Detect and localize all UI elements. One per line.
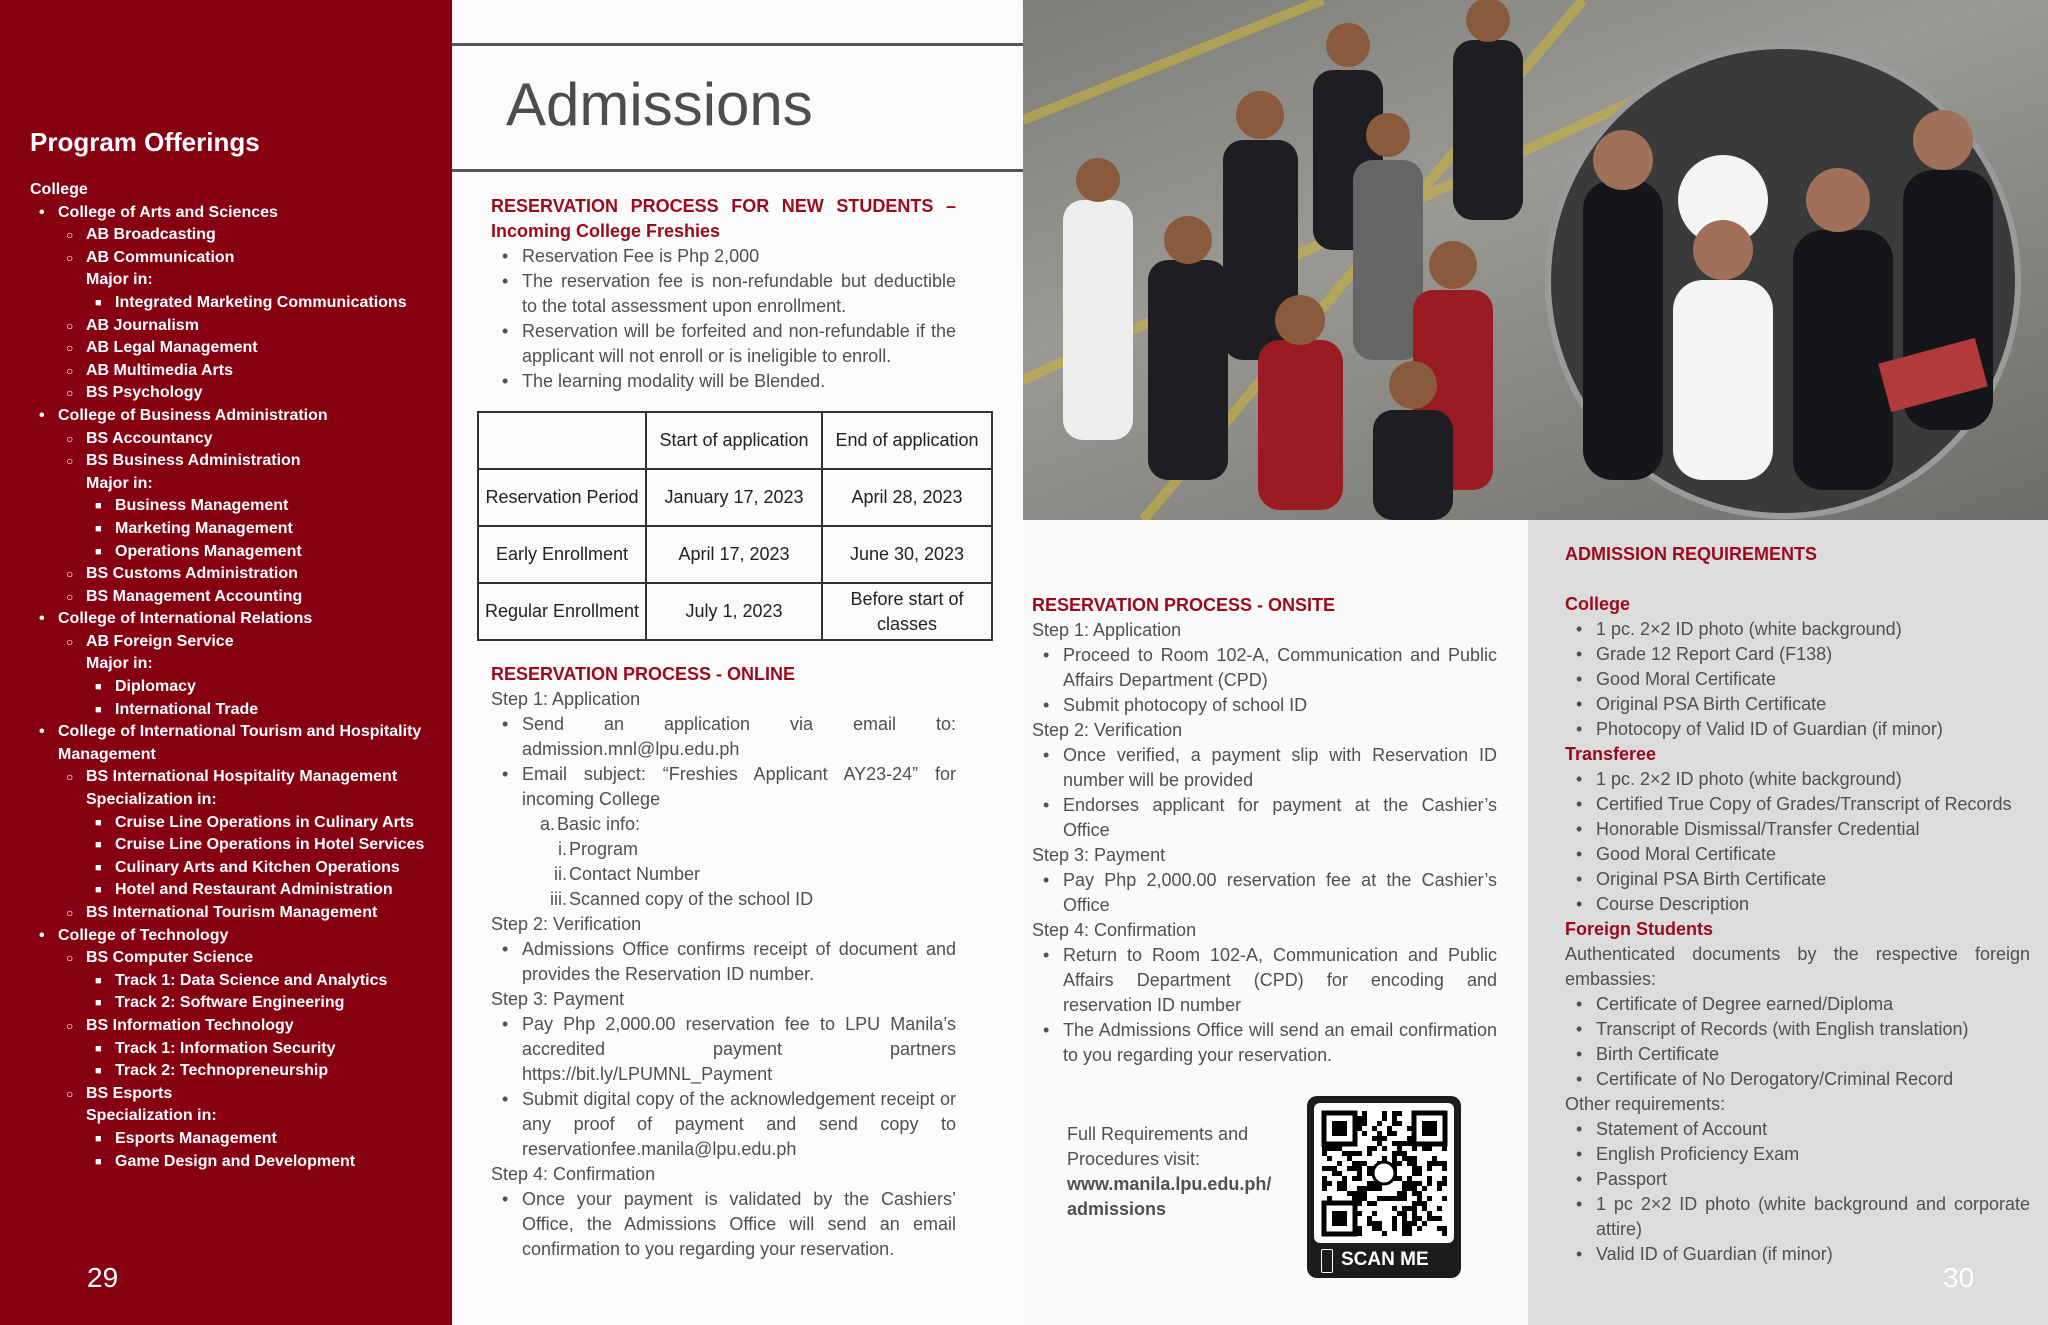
bullet-item: • The learning modality will be Blended. xyxy=(491,369,956,394)
bullet-icon: ○ xyxy=(66,951,74,966)
program-name: Integrated Marketing Communications xyxy=(115,293,407,311)
program-list-item xyxy=(30,1038,440,1061)
program-name: Diplomacy xyxy=(115,678,196,696)
online-section xyxy=(491,662,956,1262)
title-bottom-rule xyxy=(452,169,1023,172)
bullet-item: • Photocopy of Valid ID of Guardian (if minor) xyxy=(1565,717,2030,742)
bullet-icon: ■ xyxy=(95,1042,102,1055)
program-list-item xyxy=(30,337,440,360)
bullet-icon: • xyxy=(39,406,45,424)
bullet-icon: ○ xyxy=(66,363,74,378)
program-list-item xyxy=(30,428,440,451)
bullet-item: • 1 pc. 2×2 ID photo (white background) xyxy=(1565,617,2030,642)
bullet-icon: ■ xyxy=(95,974,102,987)
program-name: College of Arts and Sciences xyxy=(58,203,278,221)
bullet-item: • Pay Php 2,000.00 reservation fee to LPU Manila’s accredited payment partners https://bit.ly/LPUMNL_Payment xyxy=(491,1012,956,1087)
onsite-steps xyxy=(1032,618,1497,1068)
program-name: College xyxy=(30,181,88,198)
sub-item-text: Scanned copy of the school ID xyxy=(569,889,814,909)
program-name: Esports Management xyxy=(115,1129,277,1147)
sub-item-text: Program xyxy=(569,839,639,859)
bullet-item: • Honorable Dismissal/Transfer Credential xyxy=(1565,817,2030,842)
bullet-icon: ■ xyxy=(95,545,102,558)
program-list-item xyxy=(30,1060,440,1083)
bullet-item: • Course Description xyxy=(1565,892,2030,917)
bullet-item: • 1 pc. 2×2 ID photo (white background) xyxy=(1565,767,2030,792)
program-list-item xyxy=(30,473,440,496)
program-list-item xyxy=(30,1015,440,1038)
program-list-item xyxy=(30,382,440,405)
program-list-item xyxy=(30,563,440,586)
bullet-item: • Transcript of Records (with English translation) xyxy=(1565,1017,2030,1042)
bullet-icon: ○ xyxy=(66,1086,74,1101)
program-list-item xyxy=(30,676,440,699)
program-name: Track 1: Information Security xyxy=(115,1039,336,1057)
program-name: AB Foreign Service xyxy=(86,632,234,650)
subheading: Foreign Students xyxy=(1565,919,1713,939)
subheading: Transferee xyxy=(1565,744,1657,764)
bullet-item: • English Proficiency Exam xyxy=(1565,1142,2030,1167)
bullet-item: • Return to Room 102-A, Communication and Public Affairs Department (CPD) for encoding and reservation ID number xyxy=(1032,943,1497,1018)
program-name: College of Technology xyxy=(58,926,229,944)
program-name: Business Management xyxy=(115,497,289,515)
program-name: BS Psychology xyxy=(86,384,203,402)
list-marker: iii. xyxy=(550,889,567,909)
table-cell: Reservation Period xyxy=(478,469,646,526)
bullet-icon: ○ xyxy=(66,589,74,604)
program-list-item xyxy=(30,224,440,247)
program-name: AB Multimedia Arts xyxy=(86,361,233,379)
program-name: BS International Hospitality Management xyxy=(86,768,398,786)
step-label: Step 1: Application xyxy=(491,689,641,709)
program-name: Major in: xyxy=(86,655,153,673)
new-students-heading: RESERVATION PROCESS FOR NEW STUDENTS – Incoming College Freshies xyxy=(491,196,956,241)
table-row xyxy=(478,526,992,583)
table-header: End of application xyxy=(822,412,992,469)
table-cell: January 17, 2023 xyxy=(646,469,822,526)
table-cell: July 1, 2023 xyxy=(646,583,822,640)
table-cell: Before start of classes xyxy=(822,583,992,640)
program-name: Marketing Management xyxy=(115,519,293,537)
program-name: BS Accountancy xyxy=(86,429,213,447)
program-list-item xyxy=(30,721,440,766)
title-top-rule xyxy=(452,43,1023,46)
requirements-list xyxy=(1565,592,2030,1267)
bullet-item: • Original PSA Birth Certificate xyxy=(1565,867,2030,892)
bullet-item: • Admissions Office confirms receipt of document and provides the Reservation ID number. xyxy=(491,937,956,987)
bullet-icon: ○ xyxy=(66,250,74,265)
bullet-item: • Good Moral Certificate xyxy=(1565,667,2030,692)
bullet-icon: ■ xyxy=(95,1132,102,1145)
bullet-item: • Submit digital copy of the acknowledgement receipt or any proof of payment and send copy to reservationfee.manila@lpu.edu.ph xyxy=(491,1087,956,1162)
bullet-icon: ■ xyxy=(95,681,102,694)
online-steps xyxy=(491,687,956,1262)
bullet-item: • Original PSA Birth Certificate xyxy=(1565,692,2030,717)
list-marker: i. xyxy=(558,839,567,859)
program-name: AB Broadcasting xyxy=(86,226,216,244)
program-name: Hotel and Restaurant Administration xyxy=(115,881,393,899)
program-list-item xyxy=(30,992,440,1015)
program-name: Track 2: Technopreneurship xyxy=(115,1062,329,1080)
bullet-icon: • xyxy=(39,610,45,628)
table-cell: April 28, 2023 xyxy=(822,469,992,526)
program-name: Track 1: Data Science and Analytics xyxy=(115,971,388,989)
step-label: Step 3: Payment xyxy=(491,989,625,1009)
bullet-icon: ■ xyxy=(95,861,102,874)
program-name: AB Communication xyxy=(86,248,235,266)
qr-code-card[interactable] xyxy=(1307,1096,1461,1278)
bullet-icon: • xyxy=(39,203,45,221)
program-list-item xyxy=(30,970,440,993)
bullet-icon: ○ xyxy=(66,1018,74,1033)
step-label: Authenticated documents by the respective foreign embassies: xyxy=(1565,944,2030,989)
sub-item xyxy=(491,862,956,887)
program-list-item xyxy=(30,789,440,812)
program-name: Major in: xyxy=(86,271,153,289)
bullet-item: • Once your payment is validated by the Cashiers’ Office, the Admissions Office will send an email confirmation to you regarding your reservation. xyxy=(491,1187,956,1262)
sub-item-text: Contact Number xyxy=(569,864,701,884)
page-title: Admissions xyxy=(506,71,813,138)
sub-item xyxy=(491,837,956,862)
program-list-item xyxy=(30,202,440,225)
bullet-icon: ○ xyxy=(66,386,74,401)
program-offerings-title: Program Offerings xyxy=(30,127,260,157)
program-list-item xyxy=(30,947,440,970)
onsite-heading: RESERVATION PROCESS - ONSITE xyxy=(1032,595,1336,615)
bullet-item: • Submit photocopy of school ID xyxy=(1032,693,1497,718)
table-cell: June 30, 2023 xyxy=(822,526,992,583)
program-name: Operations Management xyxy=(115,542,302,560)
program-name: BS Management Accounting xyxy=(86,587,303,605)
program-name: BS Information Technology xyxy=(86,1016,294,1034)
program-list-item xyxy=(30,586,440,609)
bullet-item: • Proceed to Room 102-A, Communication and Public Affairs Department (CPD) xyxy=(1032,643,1497,693)
schedule-table xyxy=(477,411,993,641)
step-label: Step 4: Confirmation xyxy=(1032,920,1197,940)
program-list-item xyxy=(30,495,440,518)
program-name: BS Customs Administration xyxy=(86,565,298,583)
list-marker: ii. xyxy=(554,864,567,884)
bullet-icon: ■ xyxy=(95,296,102,309)
qr-code-icon xyxy=(1314,1103,1454,1243)
program-list-item xyxy=(30,766,440,789)
table-cell: April 17, 2023 xyxy=(646,526,822,583)
program-offerings-panel xyxy=(0,0,452,1325)
bullet-icon: ■ xyxy=(95,703,102,716)
bullet-icon: • xyxy=(39,723,45,741)
program-list-item xyxy=(30,450,440,473)
program-list-item xyxy=(30,1083,440,1106)
requirements-heading: ADMISSION REQUIREMENTS xyxy=(1565,544,1818,564)
step-label: Step 2: Verification xyxy=(1032,720,1183,740)
bullet-icon: ○ xyxy=(66,634,74,649)
bullet-item: • Reservation Fee is Php 2,000 xyxy=(491,244,956,269)
program-list-item xyxy=(30,405,440,428)
bullet-icon: ■ xyxy=(95,1065,102,1078)
bullet-item: • Certificate of Degree earned/Diploma xyxy=(1565,992,2030,1017)
program-name: BS Computer Science xyxy=(86,949,254,967)
program-name: Cruise Line Operations in Culinary Arts xyxy=(115,813,415,831)
program-list-item xyxy=(30,269,440,292)
bullet-item: • Good Moral Certificate xyxy=(1565,842,2030,867)
sub-item xyxy=(491,887,956,912)
new-students-bullets xyxy=(491,244,956,394)
table-cell: Regular Enrollment xyxy=(478,583,646,640)
bullet-item: • Statement of Account xyxy=(1565,1117,2030,1142)
program-list-item xyxy=(30,541,440,564)
bullet-item: • Certificate of No Derogatory/Criminal Record xyxy=(1565,1067,2030,1092)
bullet-item: • Pay Php 2,000.00 reservation fee at the Cashier’s Office xyxy=(1032,868,1497,918)
step-label: Step 2: Verification xyxy=(491,914,642,934)
bullet-icon: ■ xyxy=(95,839,102,852)
program-list xyxy=(30,179,440,1173)
bullet-item: • Birth Certificate xyxy=(1565,1042,2030,1067)
program-list-item xyxy=(30,247,440,270)
program-name: College of International Relations xyxy=(58,610,313,628)
program-name: BS International Tourism Management xyxy=(86,904,378,921)
bullet-icon: ○ xyxy=(66,341,74,356)
table-header xyxy=(478,412,646,469)
onsite-section xyxy=(1032,593,1497,1068)
program-list-item xyxy=(30,1128,440,1151)
program-name: College of Business Administration xyxy=(58,406,328,424)
admission-requirements-panel xyxy=(1528,520,2048,1325)
program-name: Culinary Arts and Kitchen Operations xyxy=(115,858,400,876)
program-name: Specialization in: xyxy=(86,791,217,809)
program-list-item xyxy=(30,1105,440,1128)
qr-code xyxy=(1314,1103,1454,1243)
program-list-item xyxy=(30,1151,440,1174)
program-list-item xyxy=(30,902,440,925)
bullet-icon: ○ xyxy=(66,431,74,446)
bullet-item: • Send an application via email to: admission.mnl@lpu.edu.ph xyxy=(491,712,956,762)
program-list-item xyxy=(30,292,440,315)
bullet-icon: ■ xyxy=(95,997,102,1010)
bullet-item: • Passport xyxy=(1565,1167,2030,1192)
program-name: BS Business Administration xyxy=(86,452,301,470)
bullet-icon: ○ xyxy=(66,770,74,785)
program-name: AB Legal Management xyxy=(86,339,258,357)
program-name: Major in: xyxy=(86,474,153,492)
sub-item-text: Basic info: xyxy=(557,814,641,834)
sub-item xyxy=(491,812,956,837)
page-number-left: 29 xyxy=(87,1262,119,1293)
program-list-item xyxy=(30,834,440,857)
step-label: Step 3: Payment xyxy=(1032,845,1166,865)
program-name: Specialization in: xyxy=(86,1107,217,1125)
bullet-icon: ○ xyxy=(66,228,74,243)
bullet-item: • Endorses applicant for payment at the Cashier’s Office xyxy=(1032,793,1497,843)
program-list-item xyxy=(30,653,440,676)
program-list-item xyxy=(30,179,440,202)
students-photo-illustration xyxy=(1023,0,2048,520)
program-name: AB Journalism xyxy=(86,316,199,334)
visit-text: Full Requirements and xyxy=(1067,1124,1249,1144)
table-header-row xyxy=(478,412,992,469)
bullet-item: • 1 pc 2×2 ID photo (white background and corporate attire) xyxy=(1565,1192,2030,1242)
page-number-right: 30 xyxy=(1943,1262,1975,1293)
program-name: College of International Tourism and Hospitality Management xyxy=(58,723,422,763)
program-name: Game Design and Development xyxy=(115,1152,356,1170)
subheading: College xyxy=(1565,594,1631,614)
program-list-item xyxy=(30,631,440,654)
bullet-icon: ■ xyxy=(95,1155,102,1168)
bullet-item: • The Admissions Office will send an email confirmation to you regarding your reservation. xyxy=(1032,1018,1497,1068)
phone-icon xyxy=(1321,1249,1333,1273)
program-name: International Trade xyxy=(115,700,259,718)
bullet-icon: ○ xyxy=(66,906,74,920)
program-list-item xyxy=(30,857,440,880)
bullet-icon: ■ xyxy=(95,816,102,829)
bullet-icon: ○ xyxy=(66,454,74,469)
bullet-icon: ■ xyxy=(95,884,102,897)
bullet-item: • Grade 12 Report Card (F138) xyxy=(1565,642,2030,667)
bullet-icon: ○ xyxy=(66,567,74,582)
table-row xyxy=(478,583,992,640)
bullet-item: • Email subject: “Freshies Applicant AY23-24” for incoming College xyxy=(491,762,956,812)
table-header: Start of application xyxy=(646,412,822,469)
step-label: Other requirements: xyxy=(1565,1094,1726,1114)
step-label: Step 4: Confirmation xyxy=(491,1164,656,1184)
list-marker: a. xyxy=(539,814,555,834)
program-list-item xyxy=(30,812,440,835)
program-name: Track 2: Software Engineering xyxy=(115,994,345,1012)
bullet-item: • Reservation will be forfeited and non-refundable if the applicant will not enroll or is ineligible to enroll. xyxy=(491,319,956,369)
table-cell: Early Enrollment xyxy=(478,526,646,583)
bullet-item: • Once verified, a payment slip with Reservation ID number will be provided xyxy=(1032,743,1497,793)
bullet-item: • The reservation fee is non-refundable but deductible to the total assessment upon enrollment. xyxy=(491,269,956,319)
program-list-item xyxy=(30,925,440,948)
visit-text: Procedures visit: xyxy=(1067,1149,1201,1169)
program-list-item xyxy=(30,315,440,338)
bullet-icon: ■ xyxy=(95,522,102,535)
program-list-item xyxy=(30,518,440,541)
program-name: Cruise Line Operations in Hotel Services xyxy=(115,836,425,854)
new-students-section xyxy=(491,194,956,394)
admissions-url[interactable]: admissions xyxy=(1067,1199,1167,1219)
program-list-item xyxy=(30,360,440,383)
step-label: Step 1: Application xyxy=(1032,620,1182,640)
program-list-item xyxy=(30,699,440,722)
program-name: BS Esports xyxy=(86,1084,173,1102)
program-list-item xyxy=(30,608,440,631)
admissions-url[interactable]: www.manila.lpu.edu.ph/ xyxy=(1067,1174,1272,1194)
program-list-item xyxy=(30,879,440,902)
table-row xyxy=(478,469,992,526)
scan-me-label: SCAN ME xyxy=(1341,1249,1429,1270)
bullet-icon: • xyxy=(39,926,45,944)
online-heading: RESERVATION PROCESS - ONLINE xyxy=(491,664,796,684)
bullet-icon: ○ xyxy=(66,318,74,333)
full-requirements-note xyxy=(1067,1122,1271,1222)
bullet-item: • Certified True Copy of Grades/Transcript of Records xyxy=(1565,792,2030,817)
students-photo xyxy=(1023,0,2048,520)
bullet-item: • Valid ID of Guardian (if minor) xyxy=(1565,1242,2030,1267)
bullet-icon: ■ xyxy=(95,500,102,513)
